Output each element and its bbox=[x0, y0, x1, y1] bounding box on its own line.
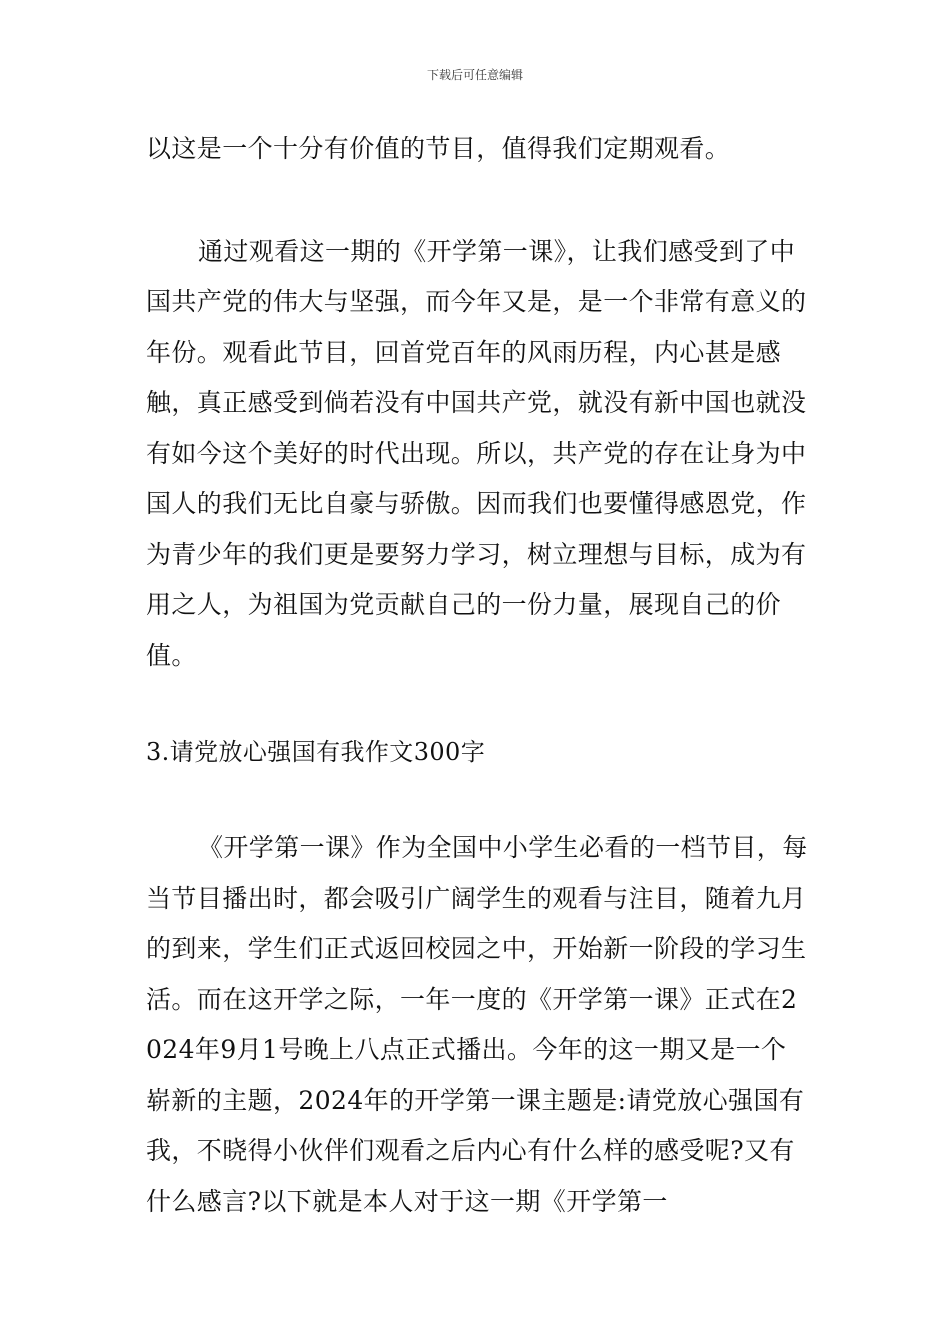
paragraph-gap bbox=[146, 681, 810, 727]
paragraph-gap bbox=[146, 777, 810, 823]
document-body bbox=[146, 124, 810, 1227]
paragraph-reflection: 通过观看这一期的《开学第一课》，让我们感受到了中国共产党的伟大与坚强，而今年又是，是一个非常有意义的年份。观看此节目，回首党百年的风雨历程，内心甚是感触，真正感受到倘若没有中国共产党，就没有新中国也就没有如今这个美好的时代出现。所以，共产党的存在让身为中国人的我们无比自豪与骄傲。因而我们也要懂得感恩党，作为青少年的我们更是要努力学习，树立理想与目标，成为有用之人，为祖国为党贡献自己的一份力量，展现自己的价值。 bbox=[146, 236, 807, 670]
paragraph-continuation: 以这是一个十分有价值的节目，值得我们定期观看。 bbox=[146, 134, 731, 163]
section-heading: 3.请党放心强国有我作文300字 bbox=[146, 738, 486, 766]
header-note: 下载后可任意编辑 bbox=[426, 68, 523, 82]
paragraph-gap bbox=[146, 175, 810, 227]
paragraph-essay-intro: 《开学第一课》作为全国中小学生必看的一档节目，每当节目播出时，都会吸引广阔学生的观看与注目，随着九月的到来，学生们正式返回校园之中，开始新一阶段的学习生活。而在这开学之际，一年一度的《开学第一课》正式在2024年9月1号晚上八点正式播出。今年的这一期又是一个崭新的主题，2024年的开学第一课主题是:请党放心强国有我，不晓得小伙伴们观看之后内心有什么样的感受呢?又有什么感言?以下就是本人对于这一期《开学第一 bbox=[146, 833, 808, 1216]
